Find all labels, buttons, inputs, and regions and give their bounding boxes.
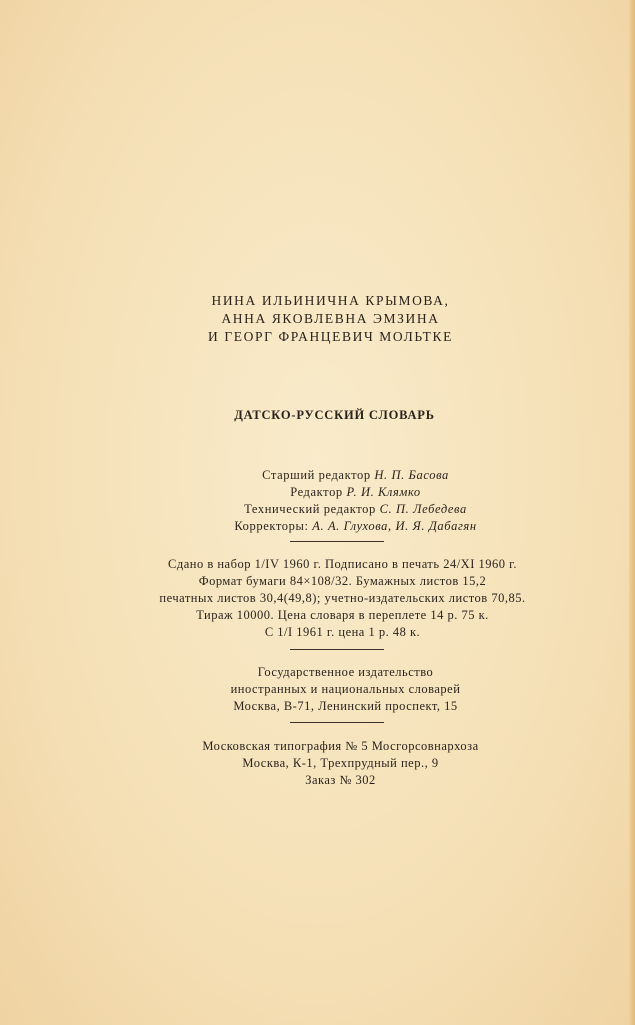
author-line: НИНА ИЛЬИНИЧНА КРЫМОВА, bbox=[211, 293, 450, 308]
editor-line bbox=[76, 484, 635, 501]
author-line: И ГЕОРГ ФРАНЦЕВИЧ МОЛЬТКЕ bbox=[208, 329, 453, 344]
editor-name: А. А. Глухова, И. Я. Дабагян bbox=[312, 519, 477, 533]
editor-line bbox=[76, 501, 635, 518]
typography-block bbox=[0, 738, 635, 789]
author-line: АННА ЯКОВЛЕВНА ЭМЗИНА bbox=[221, 311, 440, 326]
print-info-line: Тираж 10000. Цена словаря в переплете 14 р. 75 к. bbox=[196, 608, 489, 622]
publisher-line: Москва, В-71, Ленинский проспект, 15 bbox=[233, 699, 458, 713]
editor-role: Старший редактор bbox=[262, 468, 371, 482]
authors-block bbox=[0, 292, 635, 346]
editor-name: Н. П. Басова bbox=[374, 468, 449, 482]
print-info-line: С 1/I 1961 г. цена 1 р. 48 к. bbox=[264, 625, 421, 639]
divider-rule bbox=[290, 541, 384, 542]
editor-line bbox=[76, 467, 635, 484]
book-title bbox=[0, 408, 635, 423]
print-info-line: Формат бумаги 84×108/32. Бумажных листов 15,2 bbox=[198, 574, 487, 588]
editor-name: С. П. Лебедева bbox=[379, 502, 467, 516]
divider-rule bbox=[290, 722, 384, 723]
divider-rule bbox=[290, 649, 384, 650]
editors-block bbox=[0, 467, 635, 535]
editor-role: Технический редактор bbox=[244, 502, 376, 516]
print-info-line: печатных листов 30,4(49,8); учетно-издательских листов 70,85. bbox=[159, 591, 526, 605]
editor-line bbox=[76, 518, 635, 535]
print-info-line: Сдано в набор 1/IV 1960 г. Подписано в печать 24/XI 1960 г. bbox=[168, 557, 517, 571]
print-info-block bbox=[0, 556, 635, 641]
publisher-line: Государственное издательство bbox=[257, 665, 434, 679]
editor-name: Р. И. Клямко bbox=[346, 485, 421, 499]
book-title-text: ДАТСКО-РУССКИЙ СЛОВАРЬ bbox=[234, 408, 435, 422]
editor-role: Редактор bbox=[290, 485, 343, 499]
publisher-block bbox=[0, 664, 635, 715]
editor-role: Корректоры: bbox=[234, 519, 309, 533]
typography-line: Заказ № 302 bbox=[305, 773, 376, 787]
publisher-line: иностранных и национальных словарей bbox=[230, 682, 461, 696]
typography-line: Московская типография № 5 Мосгорсовнархоза bbox=[202, 739, 479, 753]
typography-line: Москва, К-1, Трехпрудный пер., 9 bbox=[242, 756, 439, 770]
